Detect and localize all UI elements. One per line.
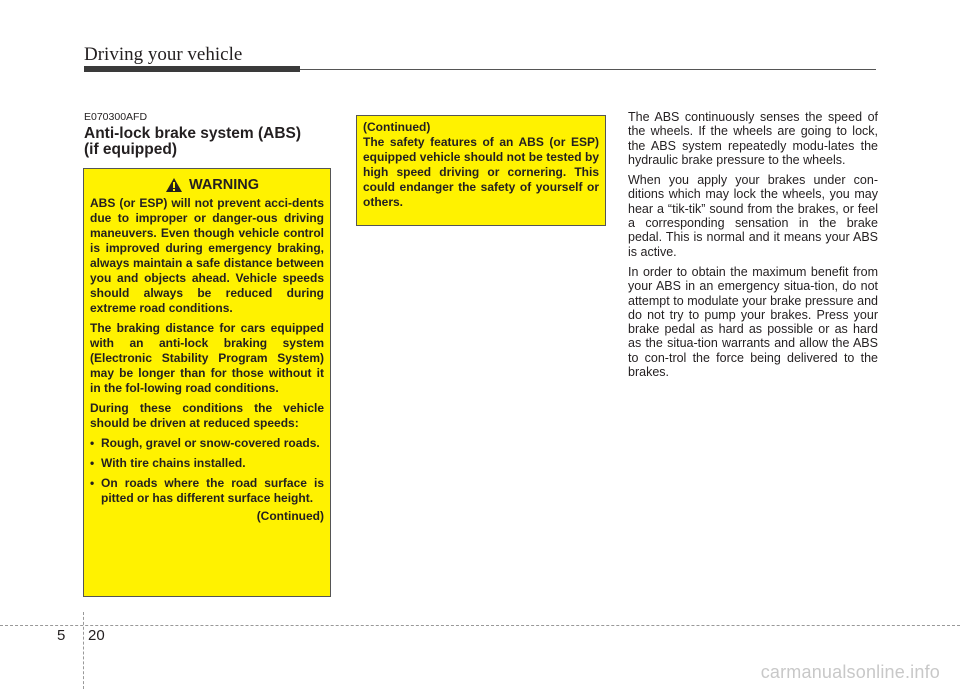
warning-paragraph: ABS (or ESP) will not prevent acci-dents due to improper or danger-ous driving maneuvers. Even though vehicle control is improved during emergency braking, always maintain a safe distance between you and objects ahead. Vehicle speeds should always be reduced during extreme road conditions. — [90, 196, 324, 315]
body-paragraph: When you apply your brakes under con-ditions which may lock the wheels, you may hear a “tik-tik” sound from the brakes, or feel a corresponding sensation in the brake pedal. This is normal and it means your ABS is active. — [628, 173, 878, 259]
continued-box-heading: (Continued) — [363, 120, 431, 134]
watermark: carmanualsonline.info — [760, 662, 940, 682]
warning-heading — [100, 177, 324, 193]
continued-box-text: The safety features of an ABS (or ESP) equipped vehicle should not be tested by high speed driving or cornering. This could endanger the safety of yourself or others. — [363, 135, 599, 209]
warning-paragraph: During these conditions the vehicle should be driven at reduced speeds: — [90, 401, 324, 430]
bullet-dot-icon: • — [90, 436, 95, 450]
warning-continued-label: (Continued) — [256, 509, 324, 523]
section-code: E070300AFD — [84, 111, 148, 123]
warning-bullet-list — [90, 436, 324, 506]
warning-bullet-item: • Rough, gravel or snow-covered roads. — [90, 436, 320, 450]
warning-triangle-icon — [165, 177, 183, 193]
body-text-column — [628, 110, 878, 385]
header-rule-thick — [84, 66, 300, 72]
page-header-title: Driving your vehicle — [84, 44, 243, 65]
footer-rule — [0, 625, 960, 626]
page-number: 20 — [88, 627, 105, 644]
section-title — [84, 126, 344, 158]
bullet-dot-icon: • — [90, 456, 95, 470]
continued-warning-box — [356, 115, 606, 226]
footer-divider — [83, 612, 84, 689]
header-rule-thin — [300, 69, 876, 70]
warning-bullet-item: • With tire chains installed. — [90, 456, 246, 470]
warning-bullet-item: • On roads where the road surface is pitted or has different surface height. — [90, 476, 324, 505]
section-title-line-2: (if equipped) — [84, 141, 177, 158]
chapter-number: 5 — [57, 627, 66, 644]
warning-paragraph: The braking distance for cars equipped with an anti-lock braking system (Electronic Stability Program System) may be longer than for those without it in the fol-lowing road conditions. — [90, 321, 324, 395]
warning-box — [83, 168, 331, 597]
body-paragraph: In order to obtain the maximum benefit from your ABS in an emergency situa-tion, do not attempt to modulate your brake pressure and do not try to pump your brakes. Press your brake pedal as hard as possible or as hard as the situa-tion warrants and allow the ABS to con-trol the force being delivered to the brakes. — [628, 264, 878, 380]
body-paragraph: The ABS continuously senses the speed of the wheels. If the wheels are going to lock, the ABS system repeatedly modu-lates the hydraulic brake pressure to the wheels. — [628, 110, 878, 167]
section-title-line-1: Anti-lock brake system (ABS) — [84, 125, 302, 142]
warning-heading-text: WARNING — [188, 176, 260, 193]
bullet-dot-icon: • — [90, 476, 95, 490]
